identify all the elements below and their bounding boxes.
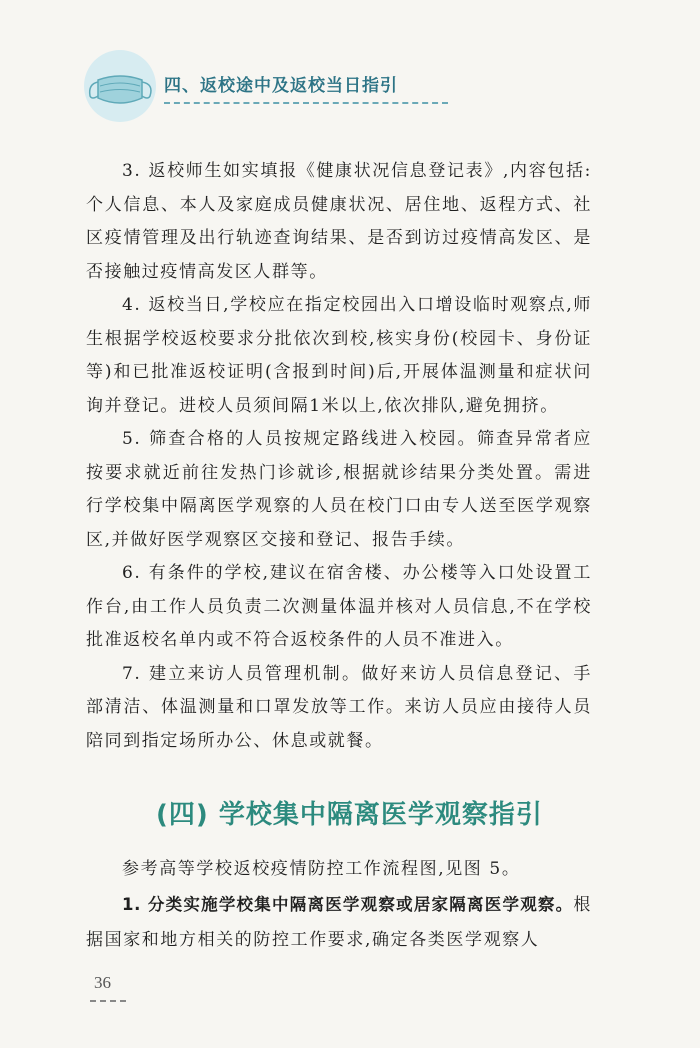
intro-paragraph: 参考高等学校返校疫情防控工作流程图,见图 5。 bbox=[122, 859, 521, 879]
section-body bbox=[86, 852, 592, 958]
paragraph-6: 6. 有条件的学校,建议在宿舍楼、办公楼等入口处设置工作台,由工作人员负责二次测量体温并核对人员信息,不在学校批准返校名单内或不符合返校条件的人员不准进入。 bbox=[86, 563, 592, 650]
item-1-heading: 1. 分类实施学校集中隔离医学观察或居家隔离医学观察。 bbox=[122, 895, 574, 914]
page-number-divider bbox=[90, 1000, 126, 1002]
face-mask-icon bbox=[84, 50, 156, 122]
chapter-title: 四、返校途中及返校当日指引 bbox=[164, 76, 398, 96]
paragraph-7: 7. 建立来访人员管理机制。做好来访人员信息登记、手部清洁、体温测量和口罩发放等工作。来访人员应由接待人员陪同到指定场所办公、休息或就餐。 bbox=[86, 663, 592, 751]
page-number: 36 bbox=[94, 973, 111, 992]
item-1-text: 根据国家和地方相关的防控工作要求,确定各类医学观察人 bbox=[86, 895, 592, 950]
item-1-paragraph bbox=[86, 887, 592, 958]
section-heading: (四) 学校集中隔离医学观察指引 bbox=[156, 800, 543, 830]
header-divider bbox=[164, 102, 448, 104]
chapter-header bbox=[78, 40, 418, 130]
paragraph-3: 3. 返校师生如实填报《健康状况信息登记表》,内容包括:个人信息、本人及家庭成员健康状况、居住地、返程方式、社区疫情管理及出行轨迹查询结果、是否到访过疫情高发区、是否接触过疫情高发区人群等。 bbox=[86, 161, 592, 282]
paragraph-4: 4. 返校当日,学校应在指定校园出入口增设临时观察点,师生根据学校返校要求分批依次到校,核实身份(校园卡、身份证等)和已批准返校证明(含报到时间)后,开展体温测量和症状问询并登记。进校人员须间隔1米以上,依次排队,避免拥挤。 bbox=[86, 295, 592, 416]
body-text bbox=[86, 155, 592, 758]
paragraph-5: 5. 筛查合格的人员按规定路线进入校园。筛查异常者应按要求就近前往发热门诊就诊,根据就诊结果分类处置。需进行学校集中隔离医学观察的人员在校门口由专人送至医学观察区,并做好医学观察区交接和登记、报告手续。 bbox=[86, 429, 592, 550]
